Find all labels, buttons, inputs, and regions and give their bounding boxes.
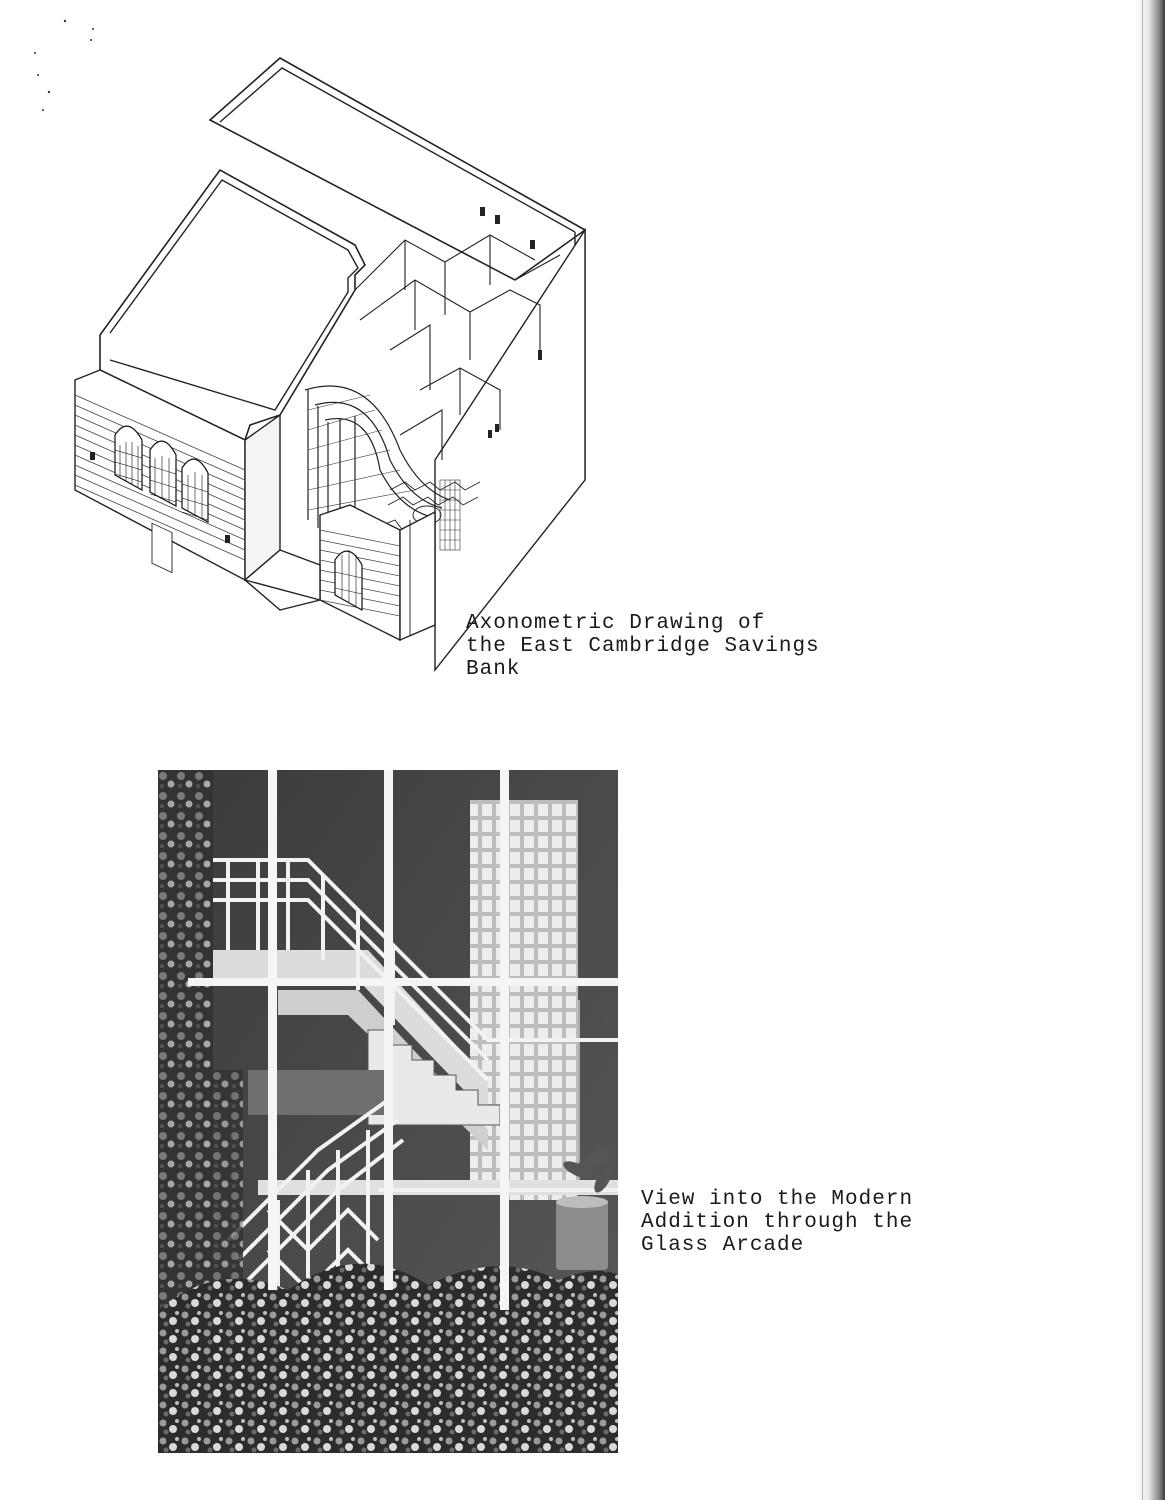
photo-caption: View into the Modern Addition through the Glass Arcade (641, 1188, 914, 1257)
photo-image (158, 770, 618, 1453)
arcade-photograph (158, 770, 618, 1453)
axonometric-drawing (70, 50, 590, 690)
scan-edge-shadow (1135, 0, 1165, 1500)
drawing-caption: Axonometric Drawing of the East Cambridge Savings Bank (466, 612, 820, 681)
scan-edge-line (1142, 0, 1143, 1500)
